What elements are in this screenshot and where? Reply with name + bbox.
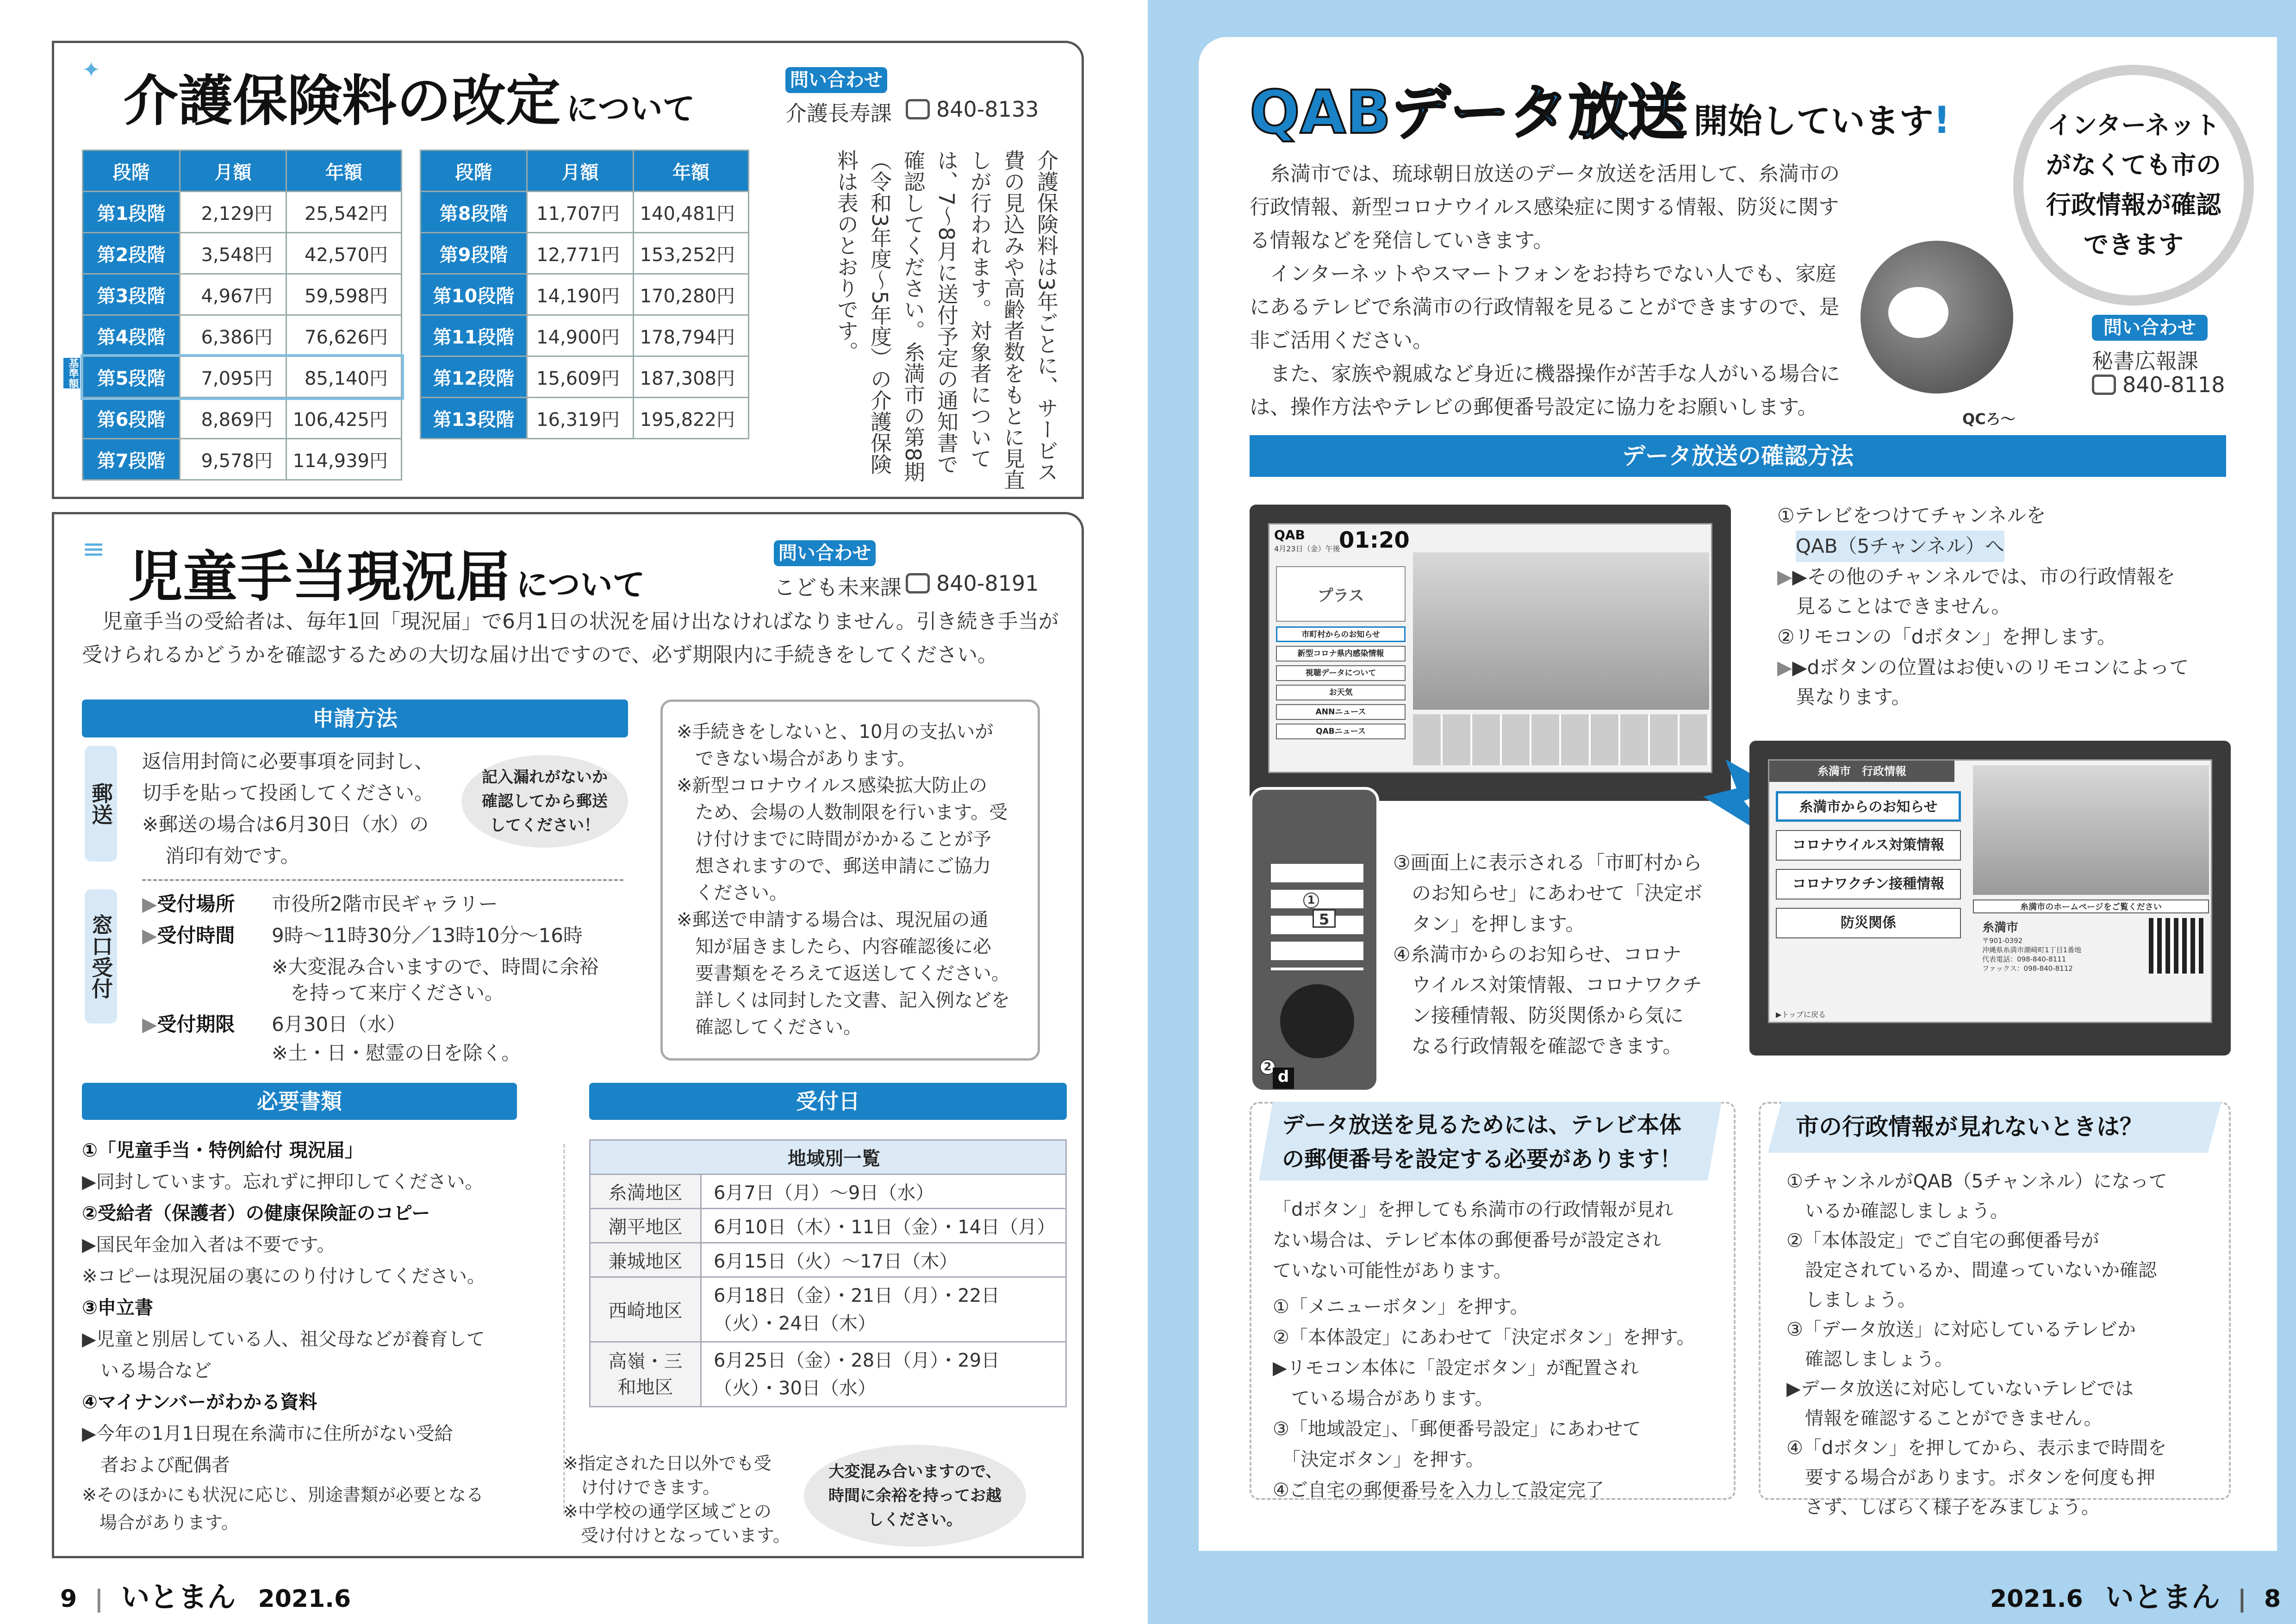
qab-p2: インターネットやスマートフォンをお持ちでない人でも、家庭にあるテレビで糸満市の行政情報を見ることができますので、是非ご活用ください。 (1250, 262, 1840, 352)
remote-num-2: 2 (1260, 1059, 1276, 1075)
postal-line: ている場合があります。 (1273, 1388, 1493, 1409)
mail-line3: ※郵送の場合は6月30日（水）の (142, 813, 429, 836)
table-row: 高嶺・三和地区 6月25日（金）・28日（月）・29日（火）・30日（水） (590, 1342, 1066, 1407)
qab-panel (1199, 37, 2277, 1551)
tv-2-addr2: 沖縄県糸満市潮崎町1丁目1番地 (1982, 946, 2082, 954)
tv-1-menu-3[interactable]: お天気 (1276, 685, 1406, 700)
postal-line: ③「地域設定」、「郵便番号設定」にあわせて (1273, 1418, 1641, 1440)
tv-2-menu-1[interactable]: コロナウイルス対策情報 (1776, 830, 1961, 861)
tv-2-menu-2[interactable]: コロナワクチン接種情報 (1776, 869, 1961, 899)
note-line: け付けまでに時間がかかることが予 (677, 829, 991, 850)
note-line: 想されますので、郵送申請にご協力 (677, 856, 991, 877)
postal-line: ②「本体設定」にあわせて「決定ボタン」を押す。 (1273, 1327, 1695, 1348)
note-line: 詳しくは同封した文書、記入例などを (677, 990, 1010, 1011)
tv-1-menu-2[interactable]: 視聴データについて (1276, 665, 1406, 681)
doc-desc: 場合があります。 (82, 1512, 239, 1533)
tv-2-screen (1768, 759, 2212, 1023)
postal-line: 「決定ボタン」を押す。 (1273, 1449, 1484, 1470)
fee-table-left (82, 150, 402, 481)
magazine-name: いとまん (2105, 1580, 2220, 1614)
arrow-icon: ▶ (142, 893, 157, 915)
remote-num-1[interactable]: 1 (1303, 893, 1319, 908)
qab-title: QABデータ放送 開始しています! (1250, 78, 1950, 147)
th: 段階 (421, 150, 527, 192)
phone-icon (906, 99, 930, 119)
step-2: ②リモコンの「dボタン」を押します。 (1777, 625, 2116, 648)
doc-desc: ※コピーは現況届の裏にのり付けしてください。 (82, 1266, 485, 1287)
qab-p1: 糸満市では、琉球朝日放送のデータ放送を活用して、糸満市の行政情報、新型コロナウイルス感染症に関する情報、防災に関する情報などを発信していきます。 (1250, 162, 1840, 252)
tv-2-menu-3[interactable]: 防災関係 (1776, 908, 1961, 938)
step-4c: ン接種情報、防災関係から気に (1412, 1004, 1684, 1027)
arrow-icon: ▶ (142, 924, 157, 947)
tv-2-addr1: 〒901-0392 (1982, 937, 2023, 945)
tv-1-menu-4[interactable]: ANNニュース (1276, 704, 1406, 720)
qab-contact-tag: 問い合わせ (2092, 315, 2208, 341)
doc-desc: ▶今年の1月1日現在糸満市に住所がない受給 (82, 1423, 453, 1444)
region-table (589, 1139, 1067, 1407)
doc-desc: ▶児童と別居している人、祖父母などが養育して (82, 1329, 485, 1350)
note-line: ため、会場の人数制限を行います。受 (677, 802, 1008, 823)
trouble-line: ▶データ放送に対応していないテレビでは (1786, 1378, 2134, 1399)
docs-list (82, 1135, 591, 1537)
th: 年額 (634, 150, 749, 192)
mail-label: 郵送 (85, 746, 117, 862)
right-footer: 2021.6 いとまん | 8 (1990, 1580, 2281, 1614)
doc-title: ①「児童手当・特例給付 現況届」 (82, 1140, 363, 1161)
arrow-icon: ▶ (1777, 656, 1792, 679)
mail-line4: 消印有効です。 (165, 844, 300, 867)
table-row: 第8段階 11,707円 140,481円 (421, 192, 749, 233)
postal-line: ▶リモコン本体に「設定ボタン」が配置され (1273, 1357, 1639, 1379)
tv-1-weather (1413, 714, 1709, 765)
qr-code-icon (2149, 918, 2204, 974)
trouble-line: 設定されているか、間違っていないか確認 (1786, 1260, 2157, 1281)
note-line: 確認してください。 (677, 1017, 862, 1038)
kaigo-panel (52, 41, 1084, 499)
tv-2-head: 糸満市 行政情報 (1769, 761, 1954, 782)
doc-desc: 者および配偶者 (82, 1455, 230, 1476)
table-row: 第1段階 2,129円 25,542円 (83, 192, 402, 233)
doc-desc: いる場合など (82, 1360, 212, 1381)
tv-1-menu-5[interactable]: QABニュース (1276, 724, 1406, 739)
method-header: データ放送の確認方法 (1250, 435, 2226, 477)
w-place-key: ▶受付場所 (142, 893, 235, 915)
table-row: 第10段階 14,190円 170,280円 (421, 274, 749, 315)
trouble-line: 確認しましょう。 (1786, 1349, 1953, 1370)
w-time-note1: ※大変混み合いますので、時間に余裕 (272, 956, 599, 978)
tv-1-logo: QAB (1274, 527, 1305, 543)
mail-line1: 返信用封筒に必要事項を同封し、 (142, 750, 434, 773)
bubble-text: インターネットがなくても市の行政情報が確認できます (2046, 111, 2221, 259)
table-row: 第6段階 8,869円 106,425円 (83, 398, 402, 439)
remote (1250, 787, 1379, 1093)
th: 年額 (286, 150, 402, 192)
mascot-name: QCろ〜 (1962, 410, 2016, 428)
tv-2-tel: 代表電話：098-840-8111 (1982, 955, 2066, 963)
table-row: 第7段階 9,578円 114,939円 (83, 439, 402, 480)
step-1-note2: 見ることはできません。 (1796, 595, 2011, 618)
page-number: 8 (2264, 1585, 2281, 1613)
fee-table-right (420, 150, 749, 439)
dash-divider (142, 879, 623, 881)
jido-dept: こども未来課 (774, 575, 902, 600)
postal-line: ④ご自宅の郵便番号を入力して設定完了 (1273, 1480, 1604, 1501)
table-row: 第9段階 12,771円 153,252円 (421, 233, 749, 274)
tv-2-top-link[interactable]: ▶トップに戻る (1776, 1010, 1826, 1019)
jido-contact-tag: 問い合わせ (774, 540, 876, 566)
table-row: 第5段階 7,095円 85,140円 (83, 356, 402, 398)
table-row: 兼城地区 6月15日（火）〜17日（木） (590, 1243, 1066, 1277)
trouble-line: しましょう。 (1786, 1289, 1916, 1311)
trouble-line: ①チャンネルがQAB（5チャンネル）になって (1786, 1171, 2167, 1192)
issue-date: 2021.6 (258, 1585, 351, 1613)
step-1-note1: ▶▶その他のチャンネルでは、市の行政情報を (1777, 565, 2176, 588)
apply-header: 申請方法 (82, 700, 628, 737)
date-bubble: 大変混み合いますので、時間に余裕を持ってお越しください。 (804, 1445, 1026, 1547)
postal-line: ①「メニューボタン」を押す。 (1273, 1296, 1529, 1318)
issue-date: 2021.6 (1990, 1585, 2083, 1613)
table-row: 第3段階 4,967円 59,598円 (83, 274, 402, 315)
region-title: 地域別一覧 (590, 1140, 1066, 1174)
tv-1-photo (1413, 552, 1709, 710)
postal-line: ていない可能性があります。 (1273, 1260, 1512, 1281)
arrow-icon: ▶ (1777, 565, 1792, 588)
trouble-line: ③「データ放送」に対応しているテレビか (1786, 1319, 2136, 1340)
remote-num-5[interactable]: 5 (1313, 909, 1336, 928)
doc-desc: ※そのほかにも状況に応じ、別途書類が必要となる (82, 1485, 484, 1505)
trouble-list (1786, 1167, 2221, 1522)
trouble-line: ②「本体設定」でご自宅の郵便番号が (1786, 1230, 2099, 1251)
th: 段階 (83, 150, 180, 192)
note-line: ※郵送で申請する場合は、現況届の通 (677, 909, 989, 931)
mascot (1860, 241, 2013, 394)
tv-2 (1749, 741, 2231, 1056)
docs-header: 必要書類 (82, 1083, 517, 1120)
postal-line: ない場合は、テレビ本体の郵便番号が設定され (1273, 1230, 1661, 1251)
tv-2-hp: 糸満市のホームページをご覧ください (1973, 899, 2209, 913)
table-row: 第2段階 3,548円 42,570円 (83, 233, 402, 274)
step-3a: ③画面上に表示される「市町村から (1393, 851, 1702, 874)
postal-title-1: データ放送を見るためには、テレビ本体 (1282, 1112, 1682, 1138)
w-limit-val: 6月30日（水） (272, 1013, 406, 1036)
date-note4: 受け付けとなっています。 (563, 1525, 790, 1546)
doc-title: ④マイナンバーがわかる資料 (82, 1392, 317, 1413)
window-label: 窓口受付 (85, 889, 117, 1024)
doc-title: ③申立書 (82, 1297, 153, 1318)
trouble-line: いるか確認しましょう。 (1786, 1200, 2009, 1222)
kaigo-body: 介護保険料は3年ごとに、サービス費の見込みや高齢者数をもとに見直しが行われます。対象者については、7〜8月に送付予定の通知書で確認してください。糸満市の第8期（令和3年度〜5年度）の介護保険料は表のとおりです。 (834, 150, 1059, 490)
mascot-face (1888, 287, 1948, 338)
jido-intro: 児童手当の受給者は、毎年1回「現況届」で6月1日の状況を届け出なければなりません。引き続き手当が受けられるかどうかを確認するための大切な届け出ですので、必ず期限内に手続きをしてください。 (82, 610, 1059, 667)
table-row: 第12段階 15,609円 187,308円 (421, 356, 749, 398)
doc-title: ②受給者（保護者）の健康保険証のコピー (82, 1203, 430, 1224)
note-line: ※新型コロナウイルス感染拡大防止の (677, 775, 988, 796)
step-2-note1: ▶▶dボタンの位置はお使いのリモコンによって (1777, 656, 2189, 679)
phone-icon (906, 573, 930, 593)
trouble-line: ④「dボタン」を押してから、表示まで時間を (1786, 1437, 2167, 1459)
date-header: 受付日 (589, 1083, 1067, 1120)
tv-2-city: 糸満市 (1982, 921, 2019, 935)
step-4a: ④糸満市からのお知らせ、コロナ (1393, 943, 1682, 966)
left-footer: 9 | いとまん 2021.6 (60, 1580, 351, 1614)
table-row: 第4段階 6,386円 76,626円 (83, 315, 402, 356)
step-1b: QAB（5チャンネル）へ (1796, 531, 2004, 562)
tv-1-prog-box (1276, 566, 1406, 622)
mail-bubble: 記入漏れがないか確認してから郵送してください！ (461, 755, 628, 848)
magazine-name: いとまん (121, 1580, 236, 1614)
table-row: 第13段階 16,319円 195,822円 (421, 398, 749, 439)
note-line: 要書類をそろえて返送してください。 (677, 963, 1010, 984)
jido-panel (52, 512, 1084, 1558)
note-line: できない場合があります。 (677, 748, 916, 769)
notes-box (660, 700, 1040, 1061)
tv-1-menu-0[interactable]: 市町村からのお知らせ (1276, 626, 1406, 642)
w-limit-note: ※土・日・慰霊の日を除く。 (272, 1042, 521, 1064)
w-time-note2: を持って来庁ください。 (290, 981, 504, 1004)
postal-list (1273, 1194, 1726, 1505)
kaigo-phone: 840-8133 (906, 97, 1039, 122)
step-3c: タン」を押します。 (1412, 912, 1585, 935)
th: 月額 (527, 150, 634, 192)
step-1: ①テレビをつけてチャンネルを (1777, 504, 2046, 527)
note-line: ください。 (677, 882, 788, 904)
th: 月額 (180, 150, 286, 192)
table-row: 第11段階 14,900円 178,794円 (421, 315, 749, 356)
trouble-line: 情報を確認することができません。 (1786, 1408, 2103, 1429)
kaigo-dept: 介護長寿課 (785, 101, 892, 126)
table-row: 潮平地区 6月10日（木）・11日（金）・14日（月） (590, 1209, 1066, 1243)
qab-phone: 840-8118 (2092, 372, 2225, 397)
trouble-line: 要する場合があります。ボタンを何度も押 (1786, 1467, 2155, 1488)
note-line: ※手続きをしないと、10月の支払いが (677, 721, 994, 743)
note-line: 知が届きましたら、内容確認後に必 (677, 936, 991, 957)
w-time-key: ▶受付時間 (142, 924, 235, 947)
step-2-note2: 異なります。 (1796, 686, 1911, 708)
qab-dept: 秘書広報課 (2092, 349, 2198, 374)
jido-title: 児童手当現況届 について (128, 545, 645, 609)
w-limit-key: ▶受付期限 (142, 1013, 235, 1036)
w-time-val: 9時〜11時30分／13時10分〜16時 (272, 924, 583, 947)
remote-dpad[interactable] (1280, 984, 1354, 1058)
doc-desc: ▶国民年金加入者は不要です。 (82, 1234, 336, 1255)
arrow-icon: ▶ (142, 1013, 157, 1036)
tv-2-menu-0[interactable]: 糸満市からのお知らせ (1776, 791, 1961, 822)
doc-desc: ▶同封しています。忘れずに押印してください。 (82, 1171, 484, 1193)
jido-phone: 840-8191 (906, 571, 1039, 596)
date-note2: け付けできます。 (563, 1477, 720, 1498)
tv-1-time: 01:20 (1339, 527, 1410, 553)
table-row: 西崎地区 6月18日（金）・21日（月）・22日（火）・24日（木） (590, 1277, 1066, 1342)
postal-line: 「dボタン」を押しても糸満市の行政情報が見れ (1273, 1199, 1674, 1220)
date-note1: ※指定された日以外でも受 (563, 1453, 772, 1474)
tv-2-photo (1973, 765, 2209, 895)
tv-1 (1250, 505, 1731, 801)
date-note3: ※中学校の通学区域ごとの (563, 1501, 772, 1522)
postal-title-2: の郵便番号を設定する必要があります！ (1282, 1146, 1682, 1172)
kaigo-contact-tag: 問い合わせ (785, 67, 887, 93)
tv-2-fax: ファックス：098-840-8112 (1982, 964, 2073, 973)
step-3b: のお知らせ」にあわせて「決定ボ (1412, 882, 1703, 905)
trouble-title: 市の行政情報が見れないときは？ (1796, 1113, 2143, 1140)
tv-1-menu-1[interactable]: 新型コロナ県内感染情報 (1276, 646, 1406, 662)
qab-p3: また、家族や親戚など身近に機器操作が苦手な人がいる場合には、操作方法やテレビの郵便番号設定に協力をお願いします。 (1250, 362, 1840, 419)
step-4d: なる行政情報を確認できます。 (1412, 1035, 1682, 1057)
kaigo-title: 介護保険料の改定 について (124, 69, 695, 133)
mail-line2: 切手を貼って投函してください。 (142, 781, 434, 804)
w-place-val: 市役所2階市民ギャラリー (272, 893, 498, 915)
tv-1-date: 4月23日（金）午後 (1274, 544, 1340, 553)
remote-d-button[interactable]: d (1273, 1068, 1294, 1089)
base-label: 基準額 (63, 358, 80, 388)
info-bubble (2013, 65, 2254, 306)
step-4b: ウイルス対策情報、コロナワクチ (1412, 974, 1702, 996)
tv-1-prog: プラス (1317, 586, 1364, 605)
table-row: 糸満地区 6月7日（月）〜9日（水） (590, 1174, 1066, 1209)
trouble-line: さず、しばらく様子をみましょう。 (1786, 1497, 2100, 1518)
phone-icon (2092, 375, 2116, 395)
drops-icon: ✦ (82, 57, 101, 83)
tv-1-screen (1268, 523, 1712, 773)
page-number: 9 (60, 1585, 77, 1613)
wind-icon: ≡ (82, 533, 106, 565)
